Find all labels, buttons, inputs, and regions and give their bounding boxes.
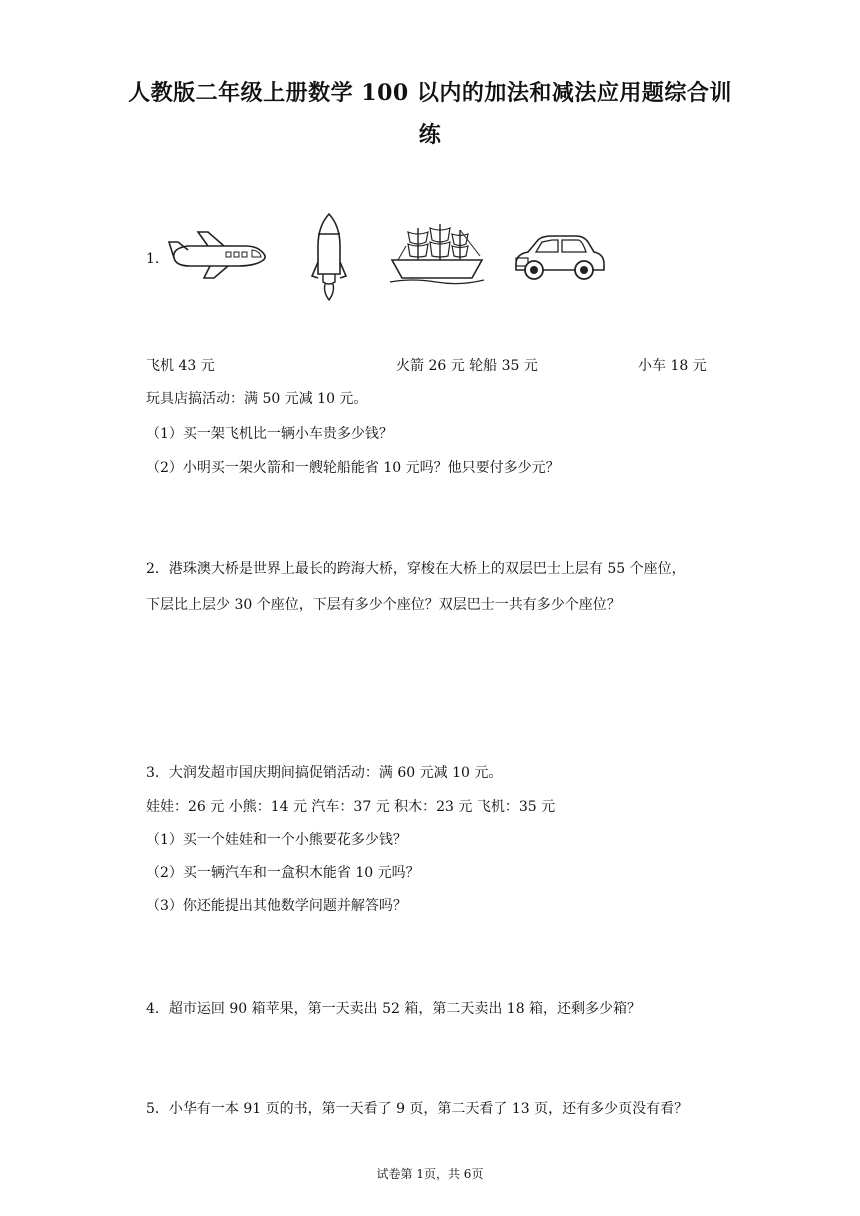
toy-plane-price: 飞机 43 元 [146,358,215,374]
question-1-number: 1． [146,251,169,267]
question-2-line2: 下层比上层少 30 个座位，下层有多少个座位？双层巴士一共有多少个座位？ [146,597,621,613]
car-icon [512,232,606,282]
question-5-line1: 5．小华有一本 91 页的书，第一天看了 9 页，第二天看了 13 页，还有多少页没有看？ [146,1101,689,1117]
toy-rocket-ship-price: 火箭 26 元 轮船 35 元 [396,358,538,374]
airplane-icon [168,228,272,280]
question-3-sub3: （3）你还能提出其他数学问题并解答吗？ [146,898,407,914]
question-4-line1: 4．超市运回 90 箱苹果，第一天卖出 52 箱，第二天卖出 18 箱，还剩多少箱？ [146,1001,642,1017]
question-3-sub2: （2）买一辆汽车和一盒积木能省 10 元吗？ [146,865,420,881]
question-1-sub2: （2）小明买一架火箭和一艘轮船能省 10 元吗？他只要付多少元？ [146,460,560,476]
page-title-line2: 练 [418,122,442,148]
question-1-promo: 玩具店搞活动：满 50 元减 10 元。 [146,391,368,407]
page-footer: 试卷第 1页，共 6页 [376,1167,484,1181]
page-title-line1: 人教版二年级上册数学 100 以内的加法和减法应用题综合训 [128,80,732,106]
toy-car-price: 小车 18 元 [638,358,707,374]
question-3-prices: 娃娃：26 元 小熊：14 元 汽车：37 元 积木：23 元 飞机：35 元 [146,799,556,815]
question-1-sub1: （1）买一架飞机比一辆小车贵多少钱？ [146,426,393,442]
rocket-icon [310,212,348,302]
question-3-sub1: （1）买一个娃娃和一个小熊要花多少钱？ [146,832,407,848]
ship-icon [388,220,486,288]
question-2-line1: 2．港珠澳大桥是世界上最长的跨海大桥，穿梭在大桥上的双层巴士上层有 55 个座位， [146,561,686,577]
question-3-line1: 3．大润发超市国庆期间搞促销活动：满 60 元减 10 元。 [146,765,503,781]
